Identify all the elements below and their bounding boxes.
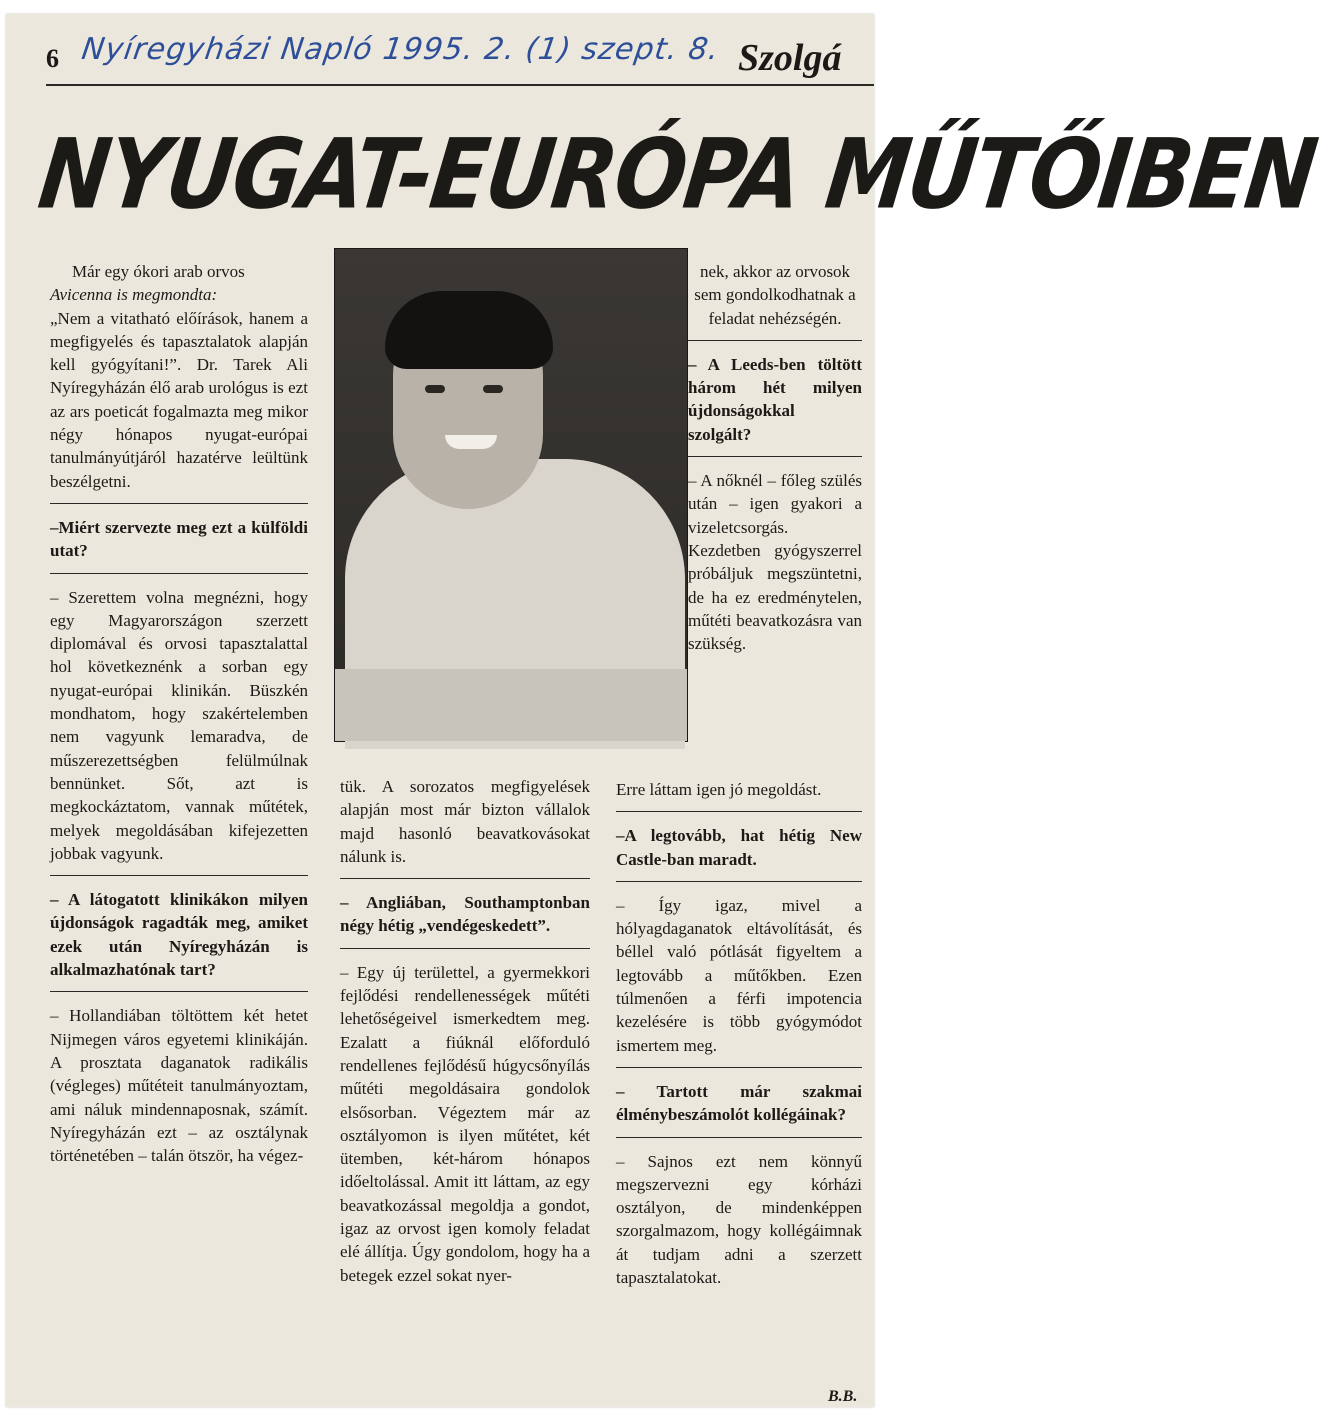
intro-paragraph: „Nem a vitatható előírások, hanem a megfigyelés és tapasztalatok alapján kell gyógyítani!”. Dr. Tarek Ali Nyíregyházán élő arab urológus is ezt az ars poeticát fogalmazta meg mikor négy hónapos nyugat-európai tanulmányútjáról hazatérve leültünk beszélgetni. (50, 308, 308, 491)
intro-line-1: Már egy ókori arab orvos (72, 262, 245, 281)
answer-2-continued: tük. A sorozatos megfigyelések alapján most már bizton vállalok majd hasonló beavatkovásokat nálunk is. (340, 777, 590, 866)
divider (340, 948, 590, 949)
answer-3-continued: nek, akkor az orvosok sem gondolkodhatnak a feladat nehézségén. (694, 262, 856, 328)
question-2: – A látogatott klinikákon milyen újdonságok ragadták meg, amiket ezek után Nyíregyházán is alkalmazhatónak tart? (50, 890, 308, 980)
divider (688, 340, 862, 341)
answer-5: – Így igaz, mivel a hólyagdaganatok eltávolítását, és béllel való pótlását figyeltem a legtovább a műtőkben. Ezen túlmenően a férfi impotencia kezelésére is több gyógymódot ismertem meg. (616, 895, 862, 1055)
newspaper-clipping (6, 14, 1321, 1407)
handwritten-note: Nyíregyházi Napló 1995. 2. (1) szept. 8. (79, 32, 722, 67)
divider (50, 503, 308, 504)
column-3-top (616, 260, 862, 655)
photo-table (335, 669, 687, 741)
answer-1: – Szerettem volna megnézni, hogy egy Magyarországon szerzett diplomával és orvosi tapasztalattal hol következnénk a sorban egy nyugat-európai klinikán. Büszkén mondhatom, hogy szakértelemben nem vagyunk lemaradva, de műszerezettségben felülmúlnak bennünket. Sőt, azt is megkockáztatom, vannak műtétek, melyek megoldásában kifejezetten jobbak vagyunk. (50, 587, 308, 863)
section-title: Szolgá (738, 37, 842, 79)
column-1 (50, 260, 308, 1167)
answer-4: – A nőknél – főleg szülés után – igen gyakori a vizeletcsorgás. Kezdetben gyógyszerrel próbáljuk megszüntetni, de ha ez eredménytelen, műtéti beavatkozásra van szükség. (688, 471, 862, 654)
question-6: – Tartott már szakmai élménybeszámolót kollégáinak? (616, 1081, 862, 1125)
divider (50, 573, 308, 574)
divider (340, 878, 590, 879)
column-2 (340, 775, 590, 1287)
photo-hair (385, 291, 553, 369)
photo-eye (425, 385, 445, 393)
divider (616, 881, 862, 882)
page-number: 6 (46, 44, 59, 73)
question-5: –A legtovább, hat hétig New Castle-ban maradt. (616, 826, 862, 869)
photo-eye (483, 385, 503, 393)
divider (50, 875, 308, 876)
question-3: – Angliában, Southamptonban négy hétig „vendégeskedett”. (340, 893, 590, 936)
header-rule (46, 84, 874, 86)
photo-smile (445, 435, 497, 449)
divider (616, 1137, 862, 1138)
divider (50, 991, 308, 992)
divider (616, 811, 862, 812)
answer-4-continued: Erre láttam igen jó megoldást. (616, 780, 822, 799)
divider (616, 1067, 862, 1068)
answer-2: – Hollandiában töltöttem két hetet Nijmegen város egyetemi klinikáján. A prosztata daganatok radikális (végleges) műtéteit tanulmányoztam, ami náluk mindennaposnak, számít. Nyíregyházán ezt – az osztálynak történetében – talán ötször, ha végez- (50, 1006, 308, 1166)
question-1: –Miért szervezte meg ezt a külföldi utat? (50, 517, 308, 561)
answer-6: – Sajnos ezt nem könnyű megszervezni egy kórházi osztályon, de mindenképpen szorgalmazom, hogy kollégáimnak át tudjam adni a szerzett tapasztalatokat. (616, 1151, 862, 1288)
question-4: – A Leeds-ben töltött három hét milyen újdonságokkal szolgált? (688, 354, 862, 444)
column-3-bottom (616, 778, 862, 1289)
intro-line-2: Avicenna is megmondta: (50, 285, 218, 305)
author-signature: B.B. (828, 1388, 858, 1405)
headline: NYUGAT-EURÓPA MŰTŐIBEN (33, 117, 1321, 231)
divider (688, 456, 862, 457)
answer-3: – Egy új területtel, a gyermekkori fejlődési rendellenességek műtéti lehetőségeivel ismerkedtem meg. Ezalatt a fiúknál előforduló rendellenes fejlődésű húgycsőnyílás műtéti megoldásaira gondolok elsősorban. Végeztem már az osztályomon is ilyen műtétet, két ütemben, két-három hónapos időeltolással. Amit itt láttam, az egy beavatkozással megoldja a gondot, igaz az orvost igen komoly feladat elé állítja. Úgy gondolom, hogy ha a betegek ezzel sokat nyer- (340, 962, 590, 1285)
